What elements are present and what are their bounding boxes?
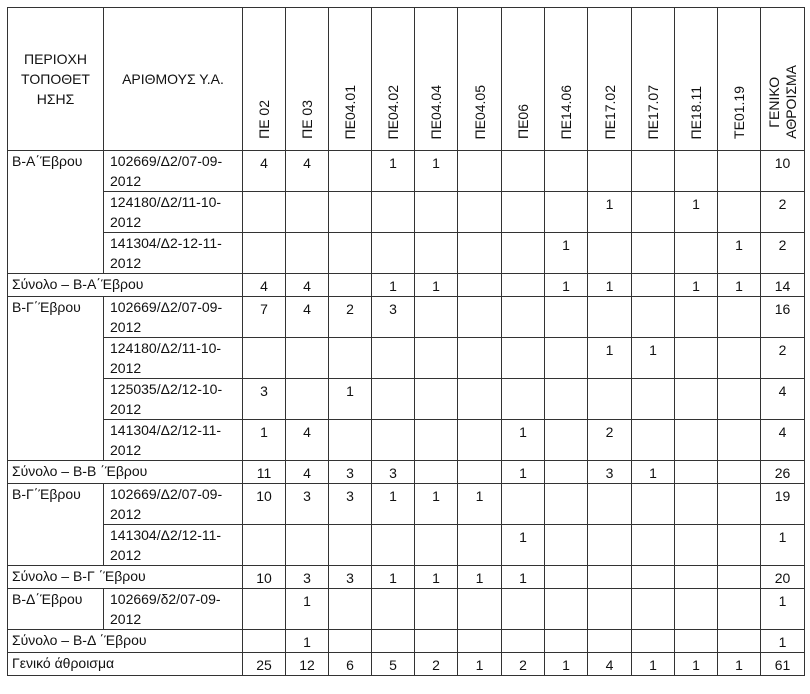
- row-total-cell: 2: [761, 233, 805, 274]
- value-cell: [372, 338, 415, 379]
- subtotal-value-cell: [675, 461, 718, 484]
- value-cell: 3: [372, 297, 415, 338]
- subtotal-value-cell: [502, 630, 545, 653]
- value-cell: [588, 525, 632, 566]
- value-cell: 2: [588, 420, 632, 461]
- grand-total-value-cell: 12: [286, 653, 329, 676]
- grand-total-row: [8, 653, 805, 676]
- value-cell: 3: [243, 379, 286, 420]
- value-cell: [632, 192, 675, 233]
- value-cell: [329, 233, 372, 274]
- value-cell: [372, 525, 415, 566]
- value-cell: 3: [329, 484, 372, 525]
- subtotal-value-cell: [632, 274, 675, 297]
- category-header: ΠΕ18.11: [675, 8, 718, 151]
- value-cell: [415, 338, 458, 379]
- value-cell: [458, 338, 502, 379]
- subtotal-value-cell: 1: [502, 461, 545, 484]
- value-cell: [415, 589, 458, 630]
- subtotal-value-cell: [718, 566, 761, 589]
- grand-total-value-cell: 1: [675, 653, 718, 676]
- value-cell: [588, 484, 632, 525]
- grand-total-value-cell: 4: [588, 653, 632, 676]
- grand-total-value-cell: 2: [415, 653, 458, 676]
- grand-total-label: Γενικό άθροισμα: [8, 653, 243, 676]
- subtotal-label: Σύνολο – Β-Β ΄Έβρου: [8, 461, 243, 484]
- value-cell: [458, 420, 502, 461]
- value-cell: [675, 420, 718, 461]
- value-cell: 1: [502, 525, 545, 566]
- value-cell: 1: [458, 484, 502, 525]
- table-row: [8, 338, 805, 379]
- subtotal-value-cell: [502, 274, 545, 297]
- allocation-table: [7, 7, 805, 676]
- category-header: ΠΕ17.02: [588, 8, 632, 151]
- subtotal-value-cell: [632, 566, 675, 589]
- value-cell: [718, 297, 761, 338]
- subtotal-value-cell: 1: [545, 274, 588, 297]
- value-cell: 1: [675, 192, 718, 233]
- value-cell: [372, 589, 415, 630]
- subtotal-value-cell: [415, 461, 458, 484]
- table-row: [8, 151, 805, 192]
- value-cell: [675, 379, 718, 420]
- subtotal-value-cell: 1: [632, 461, 675, 484]
- subtotal-value-cell: [372, 630, 415, 653]
- value-cell: 4: [286, 420, 329, 461]
- value-cell: [372, 233, 415, 274]
- region-cell: Β-Γ΄Έβρου: [8, 484, 104, 566]
- subtotal-value-cell: 1: [502, 566, 545, 589]
- value-cell: [372, 379, 415, 420]
- value-cell: [502, 297, 545, 338]
- value-cell: 1: [545, 233, 588, 274]
- decision-cell: 141304/Δ2/12-11-2012: [104, 525, 243, 566]
- subtotal-value-cell: 11: [243, 461, 286, 484]
- value-cell: [502, 589, 545, 630]
- value-cell: [243, 338, 286, 379]
- category-header: ΠΕ04.04: [415, 8, 458, 151]
- value-cell: 1: [329, 379, 372, 420]
- category-header: ΠΕ04.02: [372, 8, 415, 151]
- subtotal-value-cell: [588, 630, 632, 653]
- subtotal-total-cell: 1: [761, 630, 805, 653]
- subtotal-value-cell: [545, 630, 588, 653]
- value-cell: [502, 484, 545, 525]
- value-cell: [545, 151, 588, 192]
- subtotal-value-cell: [329, 630, 372, 653]
- value-cell: [718, 589, 761, 630]
- value-cell: 1: [372, 151, 415, 192]
- value-cell: [415, 233, 458, 274]
- table-row: [8, 233, 805, 274]
- decision-cell: 124180/Δ2/11-10-2012: [104, 192, 243, 233]
- subtotal-value-cell: 4: [243, 274, 286, 297]
- header-row: [8, 8, 805, 151]
- value-cell: 1: [718, 233, 761, 274]
- subtotal-value-cell: 3: [286, 566, 329, 589]
- grand-total-value-cell: 2: [502, 653, 545, 676]
- subtotal-value-cell: 1: [718, 274, 761, 297]
- value-cell: [329, 338, 372, 379]
- row-total-cell: 1: [761, 589, 805, 630]
- subtotal-value-cell: 4: [286, 461, 329, 484]
- table-row: [8, 420, 805, 461]
- value-cell: [545, 484, 588, 525]
- value-cell: [588, 297, 632, 338]
- value-cell: 3: [286, 484, 329, 525]
- subtotal-value-cell: 1: [372, 274, 415, 297]
- decision-cell: 125035/Δ2/12-10-2012: [104, 379, 243, 420]
- region-cell: Β-Γ΄Έβρου: [8, 297, 104, 461]
- subtotal-row: [8, 630, 805, 653]
- total-header: ΓΕΝΙΚΟ ΑΘΡΟΙΣΜΑ: [761, 8, 805, 151]
- value-cell: [502, 151, 545, 192]
- category-header: ΠΕ04.05: [458, 8, 502, 151]
- category-header: ΠΕ14.06: [545, 8, 588, 151]
- subtotal-label: Σύνολο – Β-Δ ΄Έβρου: [8, 630, 243, 653]
- value-cell: [545, 589, 588, 630]
- row-total-cell: 2: [761, 338, 805, 379]
- row-total-cell: 10: [761, 151, 805, 192]
- value-cell: [632, 484, 675, 525]
- value-cell: [588, 151, 632, 192]
- row-total-cell: 2: [761, 192, 805, 233]
- subtotal-value-cell: 1: [415, 274, 458, 297]
- subtotal-row: [8, 274, 805, 297]
- value-cell: 4: [243, 151, 286, 192]
- subtotal-value-cell: 1: [372, 566, 415, 589]
- value-cell: [372, 420, 415, 461]
- row-total-cell: 19: [761, 484, 805, 525]
- subtotal-total-cell: 26: [761, 461, 805, 484]
- subtotal-value-cell: 1: [675, 274, 718, 297]
- value-cell: 1: [632, 338, 675, 379]
- value-cell: [718, 338, 761, 379]
- subtotal-value-cell: [545, 566, 588, 589]
- subtotal-value-cell: [632, 630, 675, 653]
- subtotal-value-cell: 3: [372, 461, 415, 484]
- decision-cell: 102669/δ2/07-09-2012: [104, 589, 243, 630]
- subtotal-total-cell: 14: [761, 274, 805, 297]
- value-cell: [545, 379, 588, 420]
- value-cell: [718, 420, 761, 461]
- value-cell: [458, 297, 502, 338]
- subtotal-value-cell: [243, 630, 286, 653]
- value-cell: [329, 151, 372, 192]
- value-cell: [502, 379, 545, 420]
- value-cell: [718, 525, 761, 566]
- value-cell: 1: [588, 338, 632, 379]
- subtotal-value-cell: [718, 630, 761, 653]
- value-cell: [502, 192, 545, 233]
- row-total-cell: 4: [761, 379, 805, 420]
- value-cell: [545, 192, 588, 233]
- table-row: [8, 589, 805, 630]
- value-cell: [545, 297, 588, 338]
- value-cell: [286, 525, 329, 566]
- value-cell: [502, 338, 545, 379]
- subtotal-label: Σύνολο – Β-Α΄Έβρου: [8, 274, 243, 297]
- value-cell: [458, 525, 502, 566]
- subtotal-value-cell: 1: [458, 566, 502, 589]
- value-cell: [415, 420, 458, 461]
- value-cell: [632, 233, 675, 274]
- subtotal-value-cell: 1: [286, 630, 329, 653]
- value-cell: 1: [372, 484, 415, 525]
- row-total-cell: 16: [761, 297, 805, 338]
- table-row: [8, 192, 805, 233]
- value-cell: 1: [588, 192, 632, 233]
- value-cell: [329, 589, 372, 630]
- value-cell: [632, 589, 675, 630]
- subtotal-value-cell: [675, 630, 718, 653]
- value-cell: [502, 233, 545, 274]
- subtotal-value-cell: [329, 274, 372, 297]
- region-header: ΠΕΡΙΟΧΗ ΤΟΠΟΘΕΤ ΗΣΗΣ: [8, 8, 104, 151]
- value-cell: [675, 338, 718, 379]
- region-cell: Β-Α΄Έβρου: [8, 151, 104, 274]
- decision-cell: 102669/Δ2/07-09-2012: [104, 151, 243, 192]
- table-row: [8, 525, 805, 566]
- decision-cell: 102669/Δ2/07-09-2012: [104, 297, 243, 338]
- category-header: ΤΕ01.19: [718, 8, 761, 151]
- value-cell: [632, 379, 675, 420]
- subtotal-value-cell: [458, 461, 502, 484]
- category-header: ΠΕ 02: [243, 8, 286, 151]
- value-cell: 1: [415, 484, 458, 525]
- table-row: [8, 297, 805, 338]
- table-row: [8, 379, 805, 420]
- grand-total-value-cell: 1: [545, 653, 588, 676]
- value-cell: [675, 484, 718, 525]
- table-body: [8, 151, 805, 676]
- subtotal-total-cell: 20: [761, 566, 805, 589]
- value-cell: [458, 379, 502, 420]
- decision-cell: 124180/Δ2/11-10-2012: [104, 338, 243, 379]
- value-cell: [243, 233, 286, 274]
- value-cell: [329, 525, 372, 566]
- value-cell: [458, 151, 502, 192]
- value-cell: 4: [286, 151, 329, 192]
- value-cell: [286, 192, 329, 233]
- subtotal-value-cell: 1: [588, 274, 632, 297]
- grand-total-value-cell: 1: [458, 653, 502, 676]
- row-total-cell: 1: [761, 525, 805, 566]
- value-cell: [588, 589, 632, 630]
- value-cell: [675, 233, 718, 274]
- row-total-cell: 4: [761, 420, 805, 461]
- value-cell: [632, 151, 675, 192]
- value-cell: [675, 297, 718, 338]
- value-cell: [458, 233, 502, 274]
- region-cell: Β-Δ΄Έβρου: [8, 589, 104, 630]
- value-cell: [588, 233, 632, 274]
- subtotal-value-cell: 4: [286, 274, 329, 297]
- subtotal-row: [8, 566, 805, 589]
- value-cell: [675, 525, 718, 566]
- value-cell: 1: [415, 151, 458, 192]
- decision-cell: 102669/Δ2/07-09-2012: [104, 484, 243, 525]
- grand-total-value-cell: 1: [718, 653, 761, 676]
- subtotal-value-cell: [458, 274, 502, 297]
- value-cell: [286, 338, 329, 379]
- subtotal-value-cell: [545, 461, 588, 484]
- value-cell: [632, 525, 675, 566]
- subtotal-value-cell: [588, 566, 632, 589]
- value-cell: [588, 379, 632, 420]
- value-cell: [243, 525, 286, 566]
- value-cell: [415, 192, 458, 233]
- subtotal-label: Σύνολο – Β-Γ ΄Έβρου: [8, 566, 243, 589]
- value-cell: [675, 151, 718, 192]
- category-header: ΠΕ17.07: [632, 8, 675, 151]
- value-cell: [718, 484, 761, 525]
- value-cell: 1: [502, 420, 545, 461]
- subtotal-value-cell: 10: [243, 566, 286, 589]
- decision-cell: 141304/Δ2-12-11-2012: [104, 233, 243, 274]
- category-header: ΠΕ04.01: [329, 8, 372, 151]
- value-cell: 4: [286, 297, 329, 338]
- value-cell: 1: [243, 420, 286, 461]
- value-cell: [329, 420, 372, 461]
- subtotal-value-cell: [415, 630, 458, 653]
- table-row: [8, 484, 805, 525]
- subtotal-value-cell: 1: [415, 566, 458, 589]
- value-cell: [632, 297, 675, 338]
- value-cell: [545, 525, 588, 566]
- value-cell: [415, 297, 458, 338]
- value-cell: [286, 233, 329, 274]
- value-cell: [415, 525, 458, 566]
- value-cell: 7: [243, 297, 286, 338]
- value-cell: 1: [286, 589, 329, 630]
- value-cell: [718, 192, 761, 233]
- value-cell: [458, 192, 502, 233]
- value-cell: 2: [329, 297, 372, 338]
- value-cell: [545, 338, 588, 379]
- value-cell: 10: [243, 484, 286, 525]
- grand-total-value-cell: 5: [372, 653, 415, 676]
- grand-total-value-cell: 25: [243, 653, 286, 676]
- subtotal-value-cell: [675, 566, 718, 589]
- value-cell: [286, 379, 329, 420]
- value-cell: [718, 151, 761, 192]
- value-cell: [415, 379, 458, 420]
- subtotal-value-cell: 3: [588, 461, 632, 484]
- subtotal-value-cell: [718, 461, 761, 484]
- value-cell: [458, 589, 502, 630]
- subtotal-value-cell: [458, 630, 502, 653]
- subtotal-value-cell: 3: [329, 461, 372, 484]
- value-cell: [243, 589, 286, 630]
- value-cell: [675, 589, 718, 630]
- category-header: ΠΕ 03: [286, 8, 329, 151]
- value-cell: [718, 379, 761, 420]
- value-cell: [632, 420, 675, 461]
- decision-cell: 141304/Δ2/12-11-2012: [104, 420, 243, 461]
- subtotal-row: [8, 461, 805, 484]
- grand-total-value-cell: 6: [329, 653, 372, 676]
- category-header: ΠΕ06: [502, 8, 545, 151]
- subtotal-value-cell: 3: [329, 566, 372, 589]
- value-cell: [545, 420, 588, 461]
- grand-total-value-cell: 1: [632, 653, 675, 676]
- grand-total-cell: 61: [761, 653, 805, 676]
- value-cell: [243, 192, 286, 233]
- value-cell: [372, 192, 415, 233]
- decision-header: ΑΡΙΘΜΟΥΣ Υ.Α.: [104, 8, 243, 151]
- value-cell: [329, 192, 372, 233]
